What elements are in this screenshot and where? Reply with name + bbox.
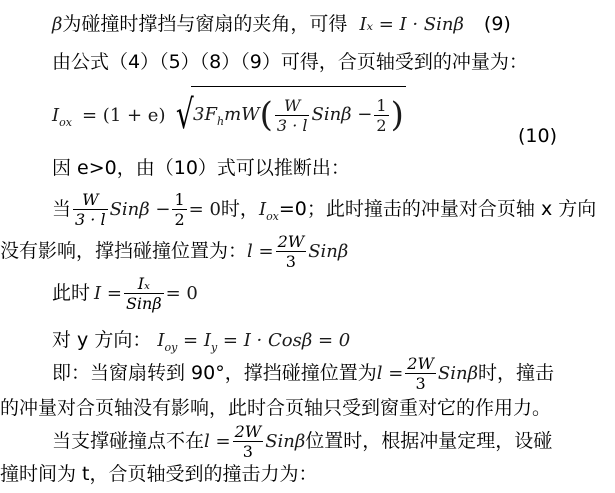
line7-eq-pre: I =	[94, 283, 122, 304]
text-line-6: 没有影响，撑挡碰撞位置为：	[0, 240, 248, 262]
paragraph-line-4	[52, 156, 350, 180]
eq10-frac-1: $\frac{W}{3 \cdot l}$	[276, 95, 308, 135]
equation-9: Iₓ = I · Sinβ	[359, 14, 464, 35]
paragraph-line-11	[52, 418, 552, 465]
line9-text-1: 即：当窗扇转到 90°，撑挡碰撞位置为	[52, 362, 377, 384]
text-line-8: 对 y 方向：	[52, 329, 152, 351]
line8-equation: $I_{oy} = I_y = I \cdot Cos\beta = 0$	[157, 330, 351, 354]
text-line-1: 为碰撞时撑挡与窗扇的夹角，可得	[62, 13, 348, 35]
line9-eq-tail: Sinβ	[437, 363, 478, 384]
line7-frac: $\frac{\text{Iₓ}}{\text{Sinβ}}$	[125, 274, 162, 313]
line5-eq-tail: = 0	[188, 199, 221, 220]
equation-number-9: (9)	[483, 13, 511, 35]
line5-text-1: 时，	[220, 198, 259, 220]
paragraph-line-1	[52, 12, 511, 37]
text-line-2: 由公式（4）（5）（8）（9）可得，合页轴受到的冲量为：	[52, 51, 528, 73]
text-dang: 当	[52, 198, 72, 220]
text-line-7: 此时	[52, 282, 91, 304]
line9-eq-l: l =	[376, 363, 404, 384]
line11-text-2: 位置时，根据冲量定理，设碰	[305, 430, 553, 452]
line5-text-2: =0；此时撞击的冲量对合页轴 x 方向	[278, 198, 597, 220]
line5-mid: Sinβ −	[109, 199, 171, 220]
paragraph-line-9	[52, 350, 554, 397]
eq10-sqrt: $√3F_hmW$( $\frac{W}{3 \cdot l}$ Sinβ − $\frac{1}{2}$ )	[172, 86, 406, 145]
paragraph-line-7	[52, 268, 198, 319]
text-line-12: 撞时间为 t，合页轴受到的撞击力为：	[0, 463, 318, 485]
line7-eq-tail: = 0	[165, 283, 198, 304]
paragraph-line-2	[52, 50, 528, 74]
line11-eq-l: l =	[204, 431, 231, 452]
line11-eq-tail: Sinβ	[265, 431, 306, 452]
beta-symbol: β	[52, 14, 63, 35]
line6-eq-tail: Sinβ	[308, 241, 349, 262]
eq10-frac-2: $\frac{1}{2}$	[376, 95, 387, 135]
line5-iox: $I_{ox}$	[258, 199, 279, 223]
equation-10	[52, 86, 406, 146]
line6-eq-l: l =	[247, 241, 274, 262]
paragraph-line-10	[0, 396, 551, 420]
eq10-factor: = (1 + e)	[82, 105, 166, 126]
paragraph-line-12	[0, 462, 318, 486]
line9-text-2: 时，撞击	[478, 362, 555, 384]
text-line-4: 因 e>0，由（10）式可以推断出：	[52, 157, 350, 179]
line5-frac-1: $\frac{W}{3 \cdot l}$	[75, 190, 106, 229]
line11-frac: $\frac{2W}{3}$	[234, 422, 262, 461]
line5-frac-2: $\frac{1}{2}$	[174, 190, 185, 229]
text-line-10: 的冲量对合页轴没有影响，此时合页轴只受到窗重对它的作用力。	[0, 397, 552, 419]
line6-frac: $\frac{2W}{3}$	[277, 232, 305, 271]
equation-number-10: (10)	[518, 125, 558, 147]
eq10-lhs: $I_{ox}$	[52, 105, 72, 129]
line11-text-1: 当支撑碰撞点不在	[52, 430, 205, 452]
line9-frac: $\frac{2W}{3}$	[407, 354, 434, 393]
